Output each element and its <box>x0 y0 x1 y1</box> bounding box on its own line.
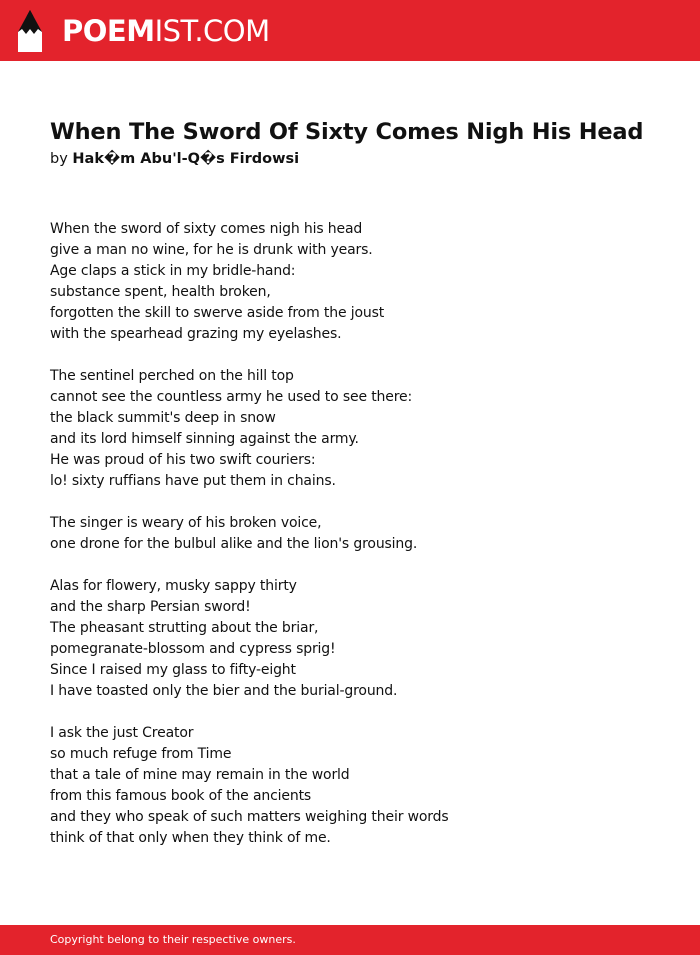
pencil-logo-icon <box>18 10 42 52</box>
poem-line: I have toasted only the bier and the burial-ground. <box>50 683 398 699</box>
poem-line: the black summit's deep in snow <box>50 410 276 426</box>
poem-line: from this famous book of the ancients <box>50 788 312 804</box>
poem-line: one drone for the bulbul alike and the lion's grousing. <box>50 536 418 552</box>
poem-line: He was proud of his two swift couriers: <box>50 452 316 468</box>
poem-line: pomegranate-blossom and cypress sprig! <box>50 641 336 657</box>
logo-wordmark <box>62 10 270 52</box>
site-logo[interactable] <box>18 10 270 52</box>
stanza <box>50 513 670 555</box>
stanza <box>50 219 670 345</box>
poem-line: give a man no wine, for he is drunk with years. <box>50 242 373 258</box>
poem-line: and they who speak of such matters weighing their words <box>50 809 449 825</box>
poem-line: When the sword of sixty comes nigh his head <box>50 221 363 237</box>
poem-line: think of that only when they think of me. <box>50 830 331 846</box>
poem-line: and the sharp Persian sword! <box>50 599 251 615</box>
poem-line: Age claps a stick in my bridle-hand: <box>50 263 296 279</box>
stanza <box>50 723 670 849</box>
poem-line: The sentinel perched on the hill top <box>50 368 294 384</box>
logo-wordmark-light: IST.COM <box>154 14 270 48</box>
author-name[interactable]: Hak�m Abu'l-Q�s Firdowsi <box>72 151 300 167</box>
logo-wordmark-bold: POEM <box>62 14 155 48</box>
poem-line: The pheasant strutting about the briar, <box>50 620 319 636</box>
byline <box>50 150 299 168</box>
poem-line: that a tale of mine may remain in the world <box>50 767 350 783</box>
stanza <box>50 366 670 492</box>
poem-line: so much refuge from Time <box>50 746 232 762</box>
header-bar <box>0 0 700 61</box>
poem-line: and its lord himself sinning against the army. <box>50 431 359 447</box>
copyright-notice: Copyright belong to their respective owners. <box>50 933 296 946</box>
poem-line: lo! sixty ruffians have put them in chains. <box>50 473 336 489</box>
footer-bar <box>0 925 700 955</box>
poem-line: substance spent, health broken, <box>50 284 271 300</box>
stanza <box>50 576 670 702</box>
poem-line: The singer is weary of his broken voice, <box>50 515 322 531</box>
poem-line: cannot see the countless army he used to see there: <box>50 389 413 405</box>
poem-line: Alas for flowery, musky sappy thirty <box>50 578 297 594</box>
poem-line: I ask the just Creator <box>50 725 194 741</box>
poem-line: with the spearhead grazing my eyelashes. <box>50 326 342 342</box>
byline-prefix: by <box>50 151 68 167</box>
poem-body <box>50 219 670 870</box>
poem-title: When The Sword Of Sixty Comes Nigh His Head <box>50 119 644 145</box>
poem-line: forgotten the skill to swerve aside from the joust <box>50 305 385 321</box>
poem-line: Since I raised my glass to fifty-eight <box>50 662 296 678</box>
